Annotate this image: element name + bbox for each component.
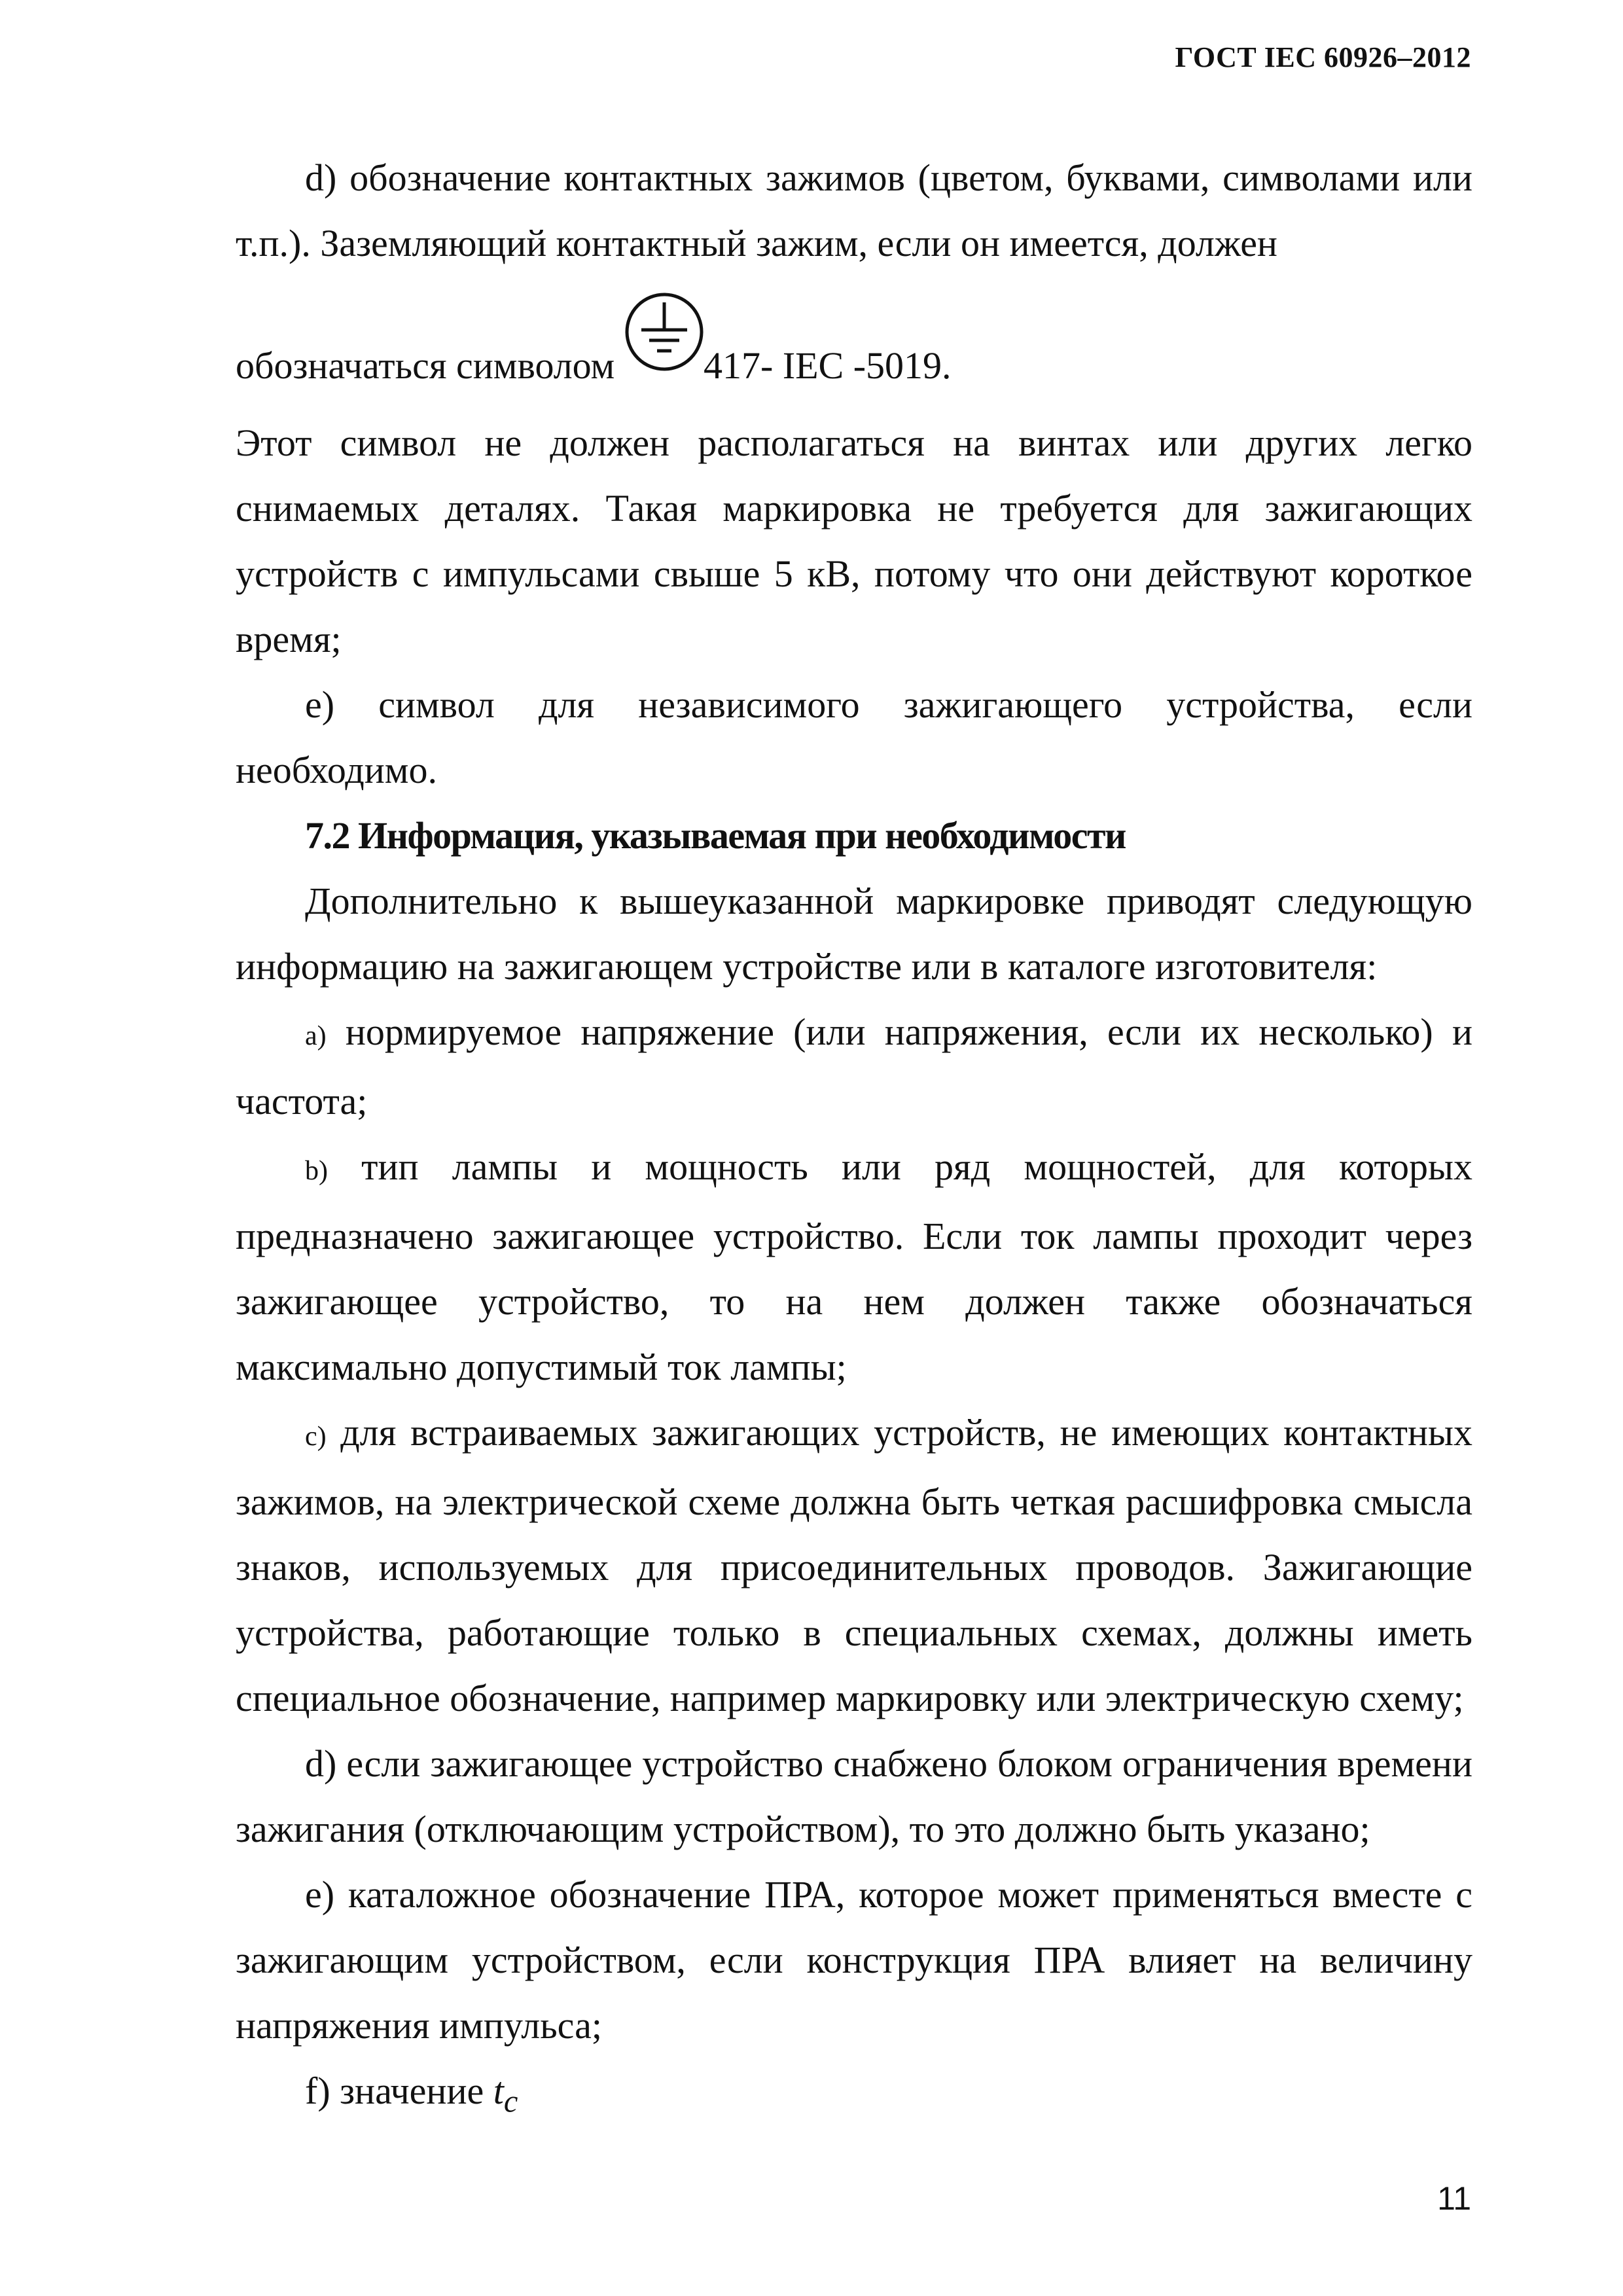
ground-icon [622, 289, 707, 374]
item-marker: d) [305, 1742, 337, 1785]
list-item-b [236, 1134, 1472, 1400]
symbol-prefix-text: обозначаться символом [236, 344, 615, 387]
list-item-e [236, 1862, 1472, 2058]
item-text: тип лампы и мощность или ряд мощностей, для которых предназначено зажигающее устройство. Если ток лампы проходит через зажигающее устройство, то на нем должен также обозначаться максимально допустимый ток лампы; [236, 1145, 1472, 1388]
ground-symbol-line [236, 276, 1472, 391]
paragraph-text: символ для независимого зажигающего устройства, если необходимо. [236, 683, 1473, 791]
section-intro: Дополнительно к вышеуказанной маркировке приводят следующую информацию на зажигающем устройстве или в каталоге изготовителя: [236, 880, 1472, 988]
item-text: нормируемое напряжение (или напряжения, если их несколько) и частота; [236, 1011, 1472, 1122]
paragraph-text: обозначение контактных зажимов (цветом, буквами, символами или т.п.). Заземляющий контактный зажим, если он имеется, должен [236, 156, 1472, 264]
item-marker: c) [305, 1422, 327, 1452]
section-heading: 7.2 Информация, указываемая при необходимости [305, 814, 1126, 857]
item-marker: е) [305, 1873, 335, 1916]
item-marker: f) [305, 2070, 330, 2112]
page-number: 11 [1437, 2180, 1471, 2217]
list-item-a [236, 999, 1472, 1134]
symbol-code-text: 417- IEC -5019. [704, 344, 952, 387]
paragraph-e [236, 672, 1472, 803]
item-marker: е) [305, 683, 335, 726]
document-header: ГОСТ IEC 60926–2012 [1175, 41, 1471, 73]
paragraph-d-continued: Этот символ не должен располагаться на винтах или других легко снимаемых деталях. Такая маркировка не требуется для зажигающих устройств с импульсами свыше 5 кВ, потому что они действуют короткое время; [236, 422, 1472, 660]
list-item-d [236, 1731, 1472, 1862]
item-marker: d) [305, 156, 337, 199]
list-item-f [236, 2058, 1472, 2135]
variable-t: t [493, 2070, 504, 2112]
item-marker: a) [305, 1021, 327, 1051]
variable-subscript: c [503, 2084, 518, 2119]
item-text: если зажигающее устройство снабжено блоком ограничения времени зажигания (отключающим устройством), то это должно быть указано; [236, 1742, 1473, 1850]
item-text: для встраиваемых зажигающих устройств, не имеющих контактных зажимов, на электрической схеме должна быть четкая расшифровка смысла знаков, используемых для присоединительных проводов. Зажигающие устройства, работающие только в специальных схемах, должны иметь специальное обозначение, например маркировку или электрическую схему; [236, 1411, 1472, 1719]
item-text: каталожное обозначение ПРА, которое может применяться вместе с зажигающим устройством, если конструкция ПРА влияет на величину напряжения импульса; [236, 1873, 1472, 2047]
paragraph-d [236, 145, 1472, 276]
page-body [236, 145, 1472, 2135]
list-item-c [236, 1400, 1472, 1731]
item-marker: b) [305, 1156, 328, 1186]
item-text: значение [340, 2070, 484, 2112]
